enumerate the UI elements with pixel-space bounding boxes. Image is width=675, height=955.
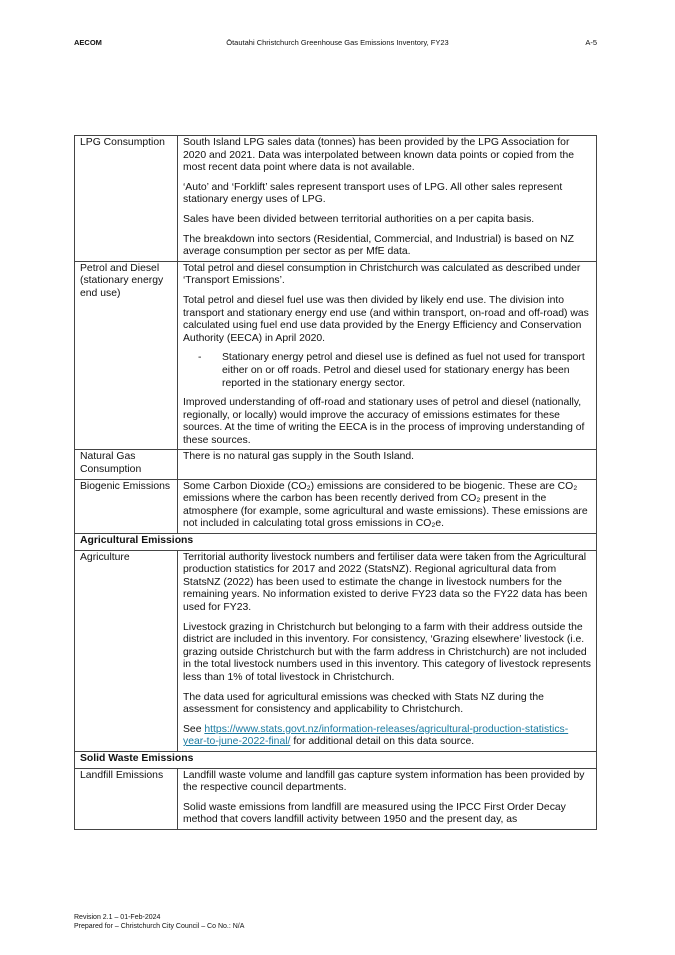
paragraph: There is no natural gas supply in the South Island.	[183, 451, 415, 463]
table-row-landfill	[75, 768, 597, 829]
row-label: Petrol and Diesel (stationary energy end use)	[75, 261, 178, 450]
bullet-text: Stationary energy petrol and diesel use is defined as fuel not used for transport either on or off roads. Petrol and diesel used for stationary energy has been reported in the stationary energy sector.	[222, 352, 585, 389]
row-label: LPG Consumption	[75, 136, 178, 262]
table-row-biogenic	[75, 479, 597, 533]
table-row-petrol-diesel	[75, 261, 597, 450]
paragraph: Solid waste emissions from landfill are measured using the IPCC First Order Decay method that covers landfill activity between 1950 and the present day, as	[183, 801, 566, 826]
footer-revision: Revision 2.1 – 01-Feb-2024	[74, 914, 161, 921]
row-content	[178, 261, 597, 450]
table-row-agriculture	[75, 550, 597, 751]
table-row-natural-gas	[75, 450, 597, 479]
header-page-number: A-5	[585, 38, 597, 47]
row-content	[178, 450, 597, 479]
paragraph: Livestock grazing in Christchurch but belonging to a farm with their address outside the district are included in this inventory. For consistency, ‘Grazing elsewhere’ livestock (i.e. grazing outside Christchurch but with the farm address in Christchurch) are not included in the total livestock numbers used in this inventory. This category of livestock represents less than 1% of total livestock in Christchurch.	[183, 621, 591, 683]
section-row-solid-waste	[75, 751, 597, 768]
section-row-agricultural	[75, 534, 597, 551]
paragraph: South Island LPG sales data (tonnes) has been provided by the LPG Association for 2020 and 2021. Data was interpolated between known data points or copied from the most recent data point where data is not available.	[183, 137, 575, 174]
row-content	[178, 479, 597, 533]
paragraph: Improved understanding of off-road and stationary uses of petrol and diesel (nationally, regionally, or locally) would improve the accuracy of emissions estimates for these sources. At the time of writing the EECA is in the process of improving understanding of these sources.	[183, 397, 585, 446]
footer-prepared-for: Prepared for – Christchurch City Council – Co No.: N/A	[74, 923, 245, 930]
section-heading: Solid Waste Emissions	[75, 751, 597, 768]
paragraph: Some Carbon Dioxide (CO₂) emissions are considered to be biogenic. These are CO₂ emissions where the carbon has been recently derived from CO₂ present in the atmosphere (for example, some agricultural and waste emissions). These emissions are not included in calculating total gross emissions in CO₂e.	[183, 480, 588, 530]
paragraph: Territorial authority livestock numbers and fertiliser data were taken from the Agricultural production statistics for 2017 and 2022 (StatsNZ). Regional agricultural data from StatsNZ (2022) has been used to estimate the change in livestock numbers for the remaining years. No information existed to derive FY23 data so the FY22 data has been used for FY23.	[183, 551, 588, 613]
table-row-lpg	[75, 136, 597, 262]
row-label: Agriculture	[75, 550, 178, 751]
row-content	[178, 768, 597, 829]
paragraph: The breakdown into sectors (Residential, Commercial, and Industrial) is based on NZ average consumption per sector as per MfE data.	[183, 233, 574, 258]
see-text: See	[183, 723, 205, 735]
paragraph: The data used for agricultural emissions was checked with Stats NZ during the assessment for consistency and applicability to Christchurch.	[183, 691, 544, 716]
paragraph: Total petrol and diesel consumption in Christchurch was calculated as described under ‘Transport Emissions’.	[183, 262, 581, 287]
paragraph: ‘Auto’ and ‘Forklift’ sales represent transport uses of LPG. All other sales represent stationary energy uses of LPG.	[183, 181, 563, 206]
bullet-dash: -	[198, 352, 202, 364]
link-suffix-text: for additional detail on this data source.	[290, 736, 475, 748]
bullet-item	[183, 352, 591, 390]
row-content	[178, 550, 597, 751]
row-content	[178, 136, 597, 262]
paragraph: Total petrol and diesel fuel use was then divided by likely end use. The division into transport and stationary energy end use (and within transport, on-road and off-road) was calculated using fuel end use data provided by the Energy Efficiency and Conservation Authority (EECA) in April 2020.	[183, 294, 589, 344]
paragraph	[183, 724, 591, 749]
row-label: Biogenic Emissions	[75, 479, 178, 533]
section-heading: Agricultural Emissions	[75, 534, 597, 551]
paragraph: Sales have been divided between territorial authorities on a per capita basis.	[183, 213, 535, 225]
methodology-table	[74, 135, 597, 830]
header-company: AECOM	[74, 38, 102, 47]
header-title: Ōtautahi Christchurch Greenhouse Gas Emissions Inventory, FY23	[226, 38, 449, 47]
row-label: Landfill Emissions	[75, 768, 178, 829]
stats-nz-link[interactable]: https://www.stats.govt.nz/information-releases/agricultural-production-statistics-year-to-june-2022-final/	[183, 723, 569, 748]
row-label: Natural Gas Consumption	[75, 450, 178, 479]
paragraph: Landfill waste volume and landfill gas capture system information has been provided by the respective council departments.	[183, 769, 585, 794]
